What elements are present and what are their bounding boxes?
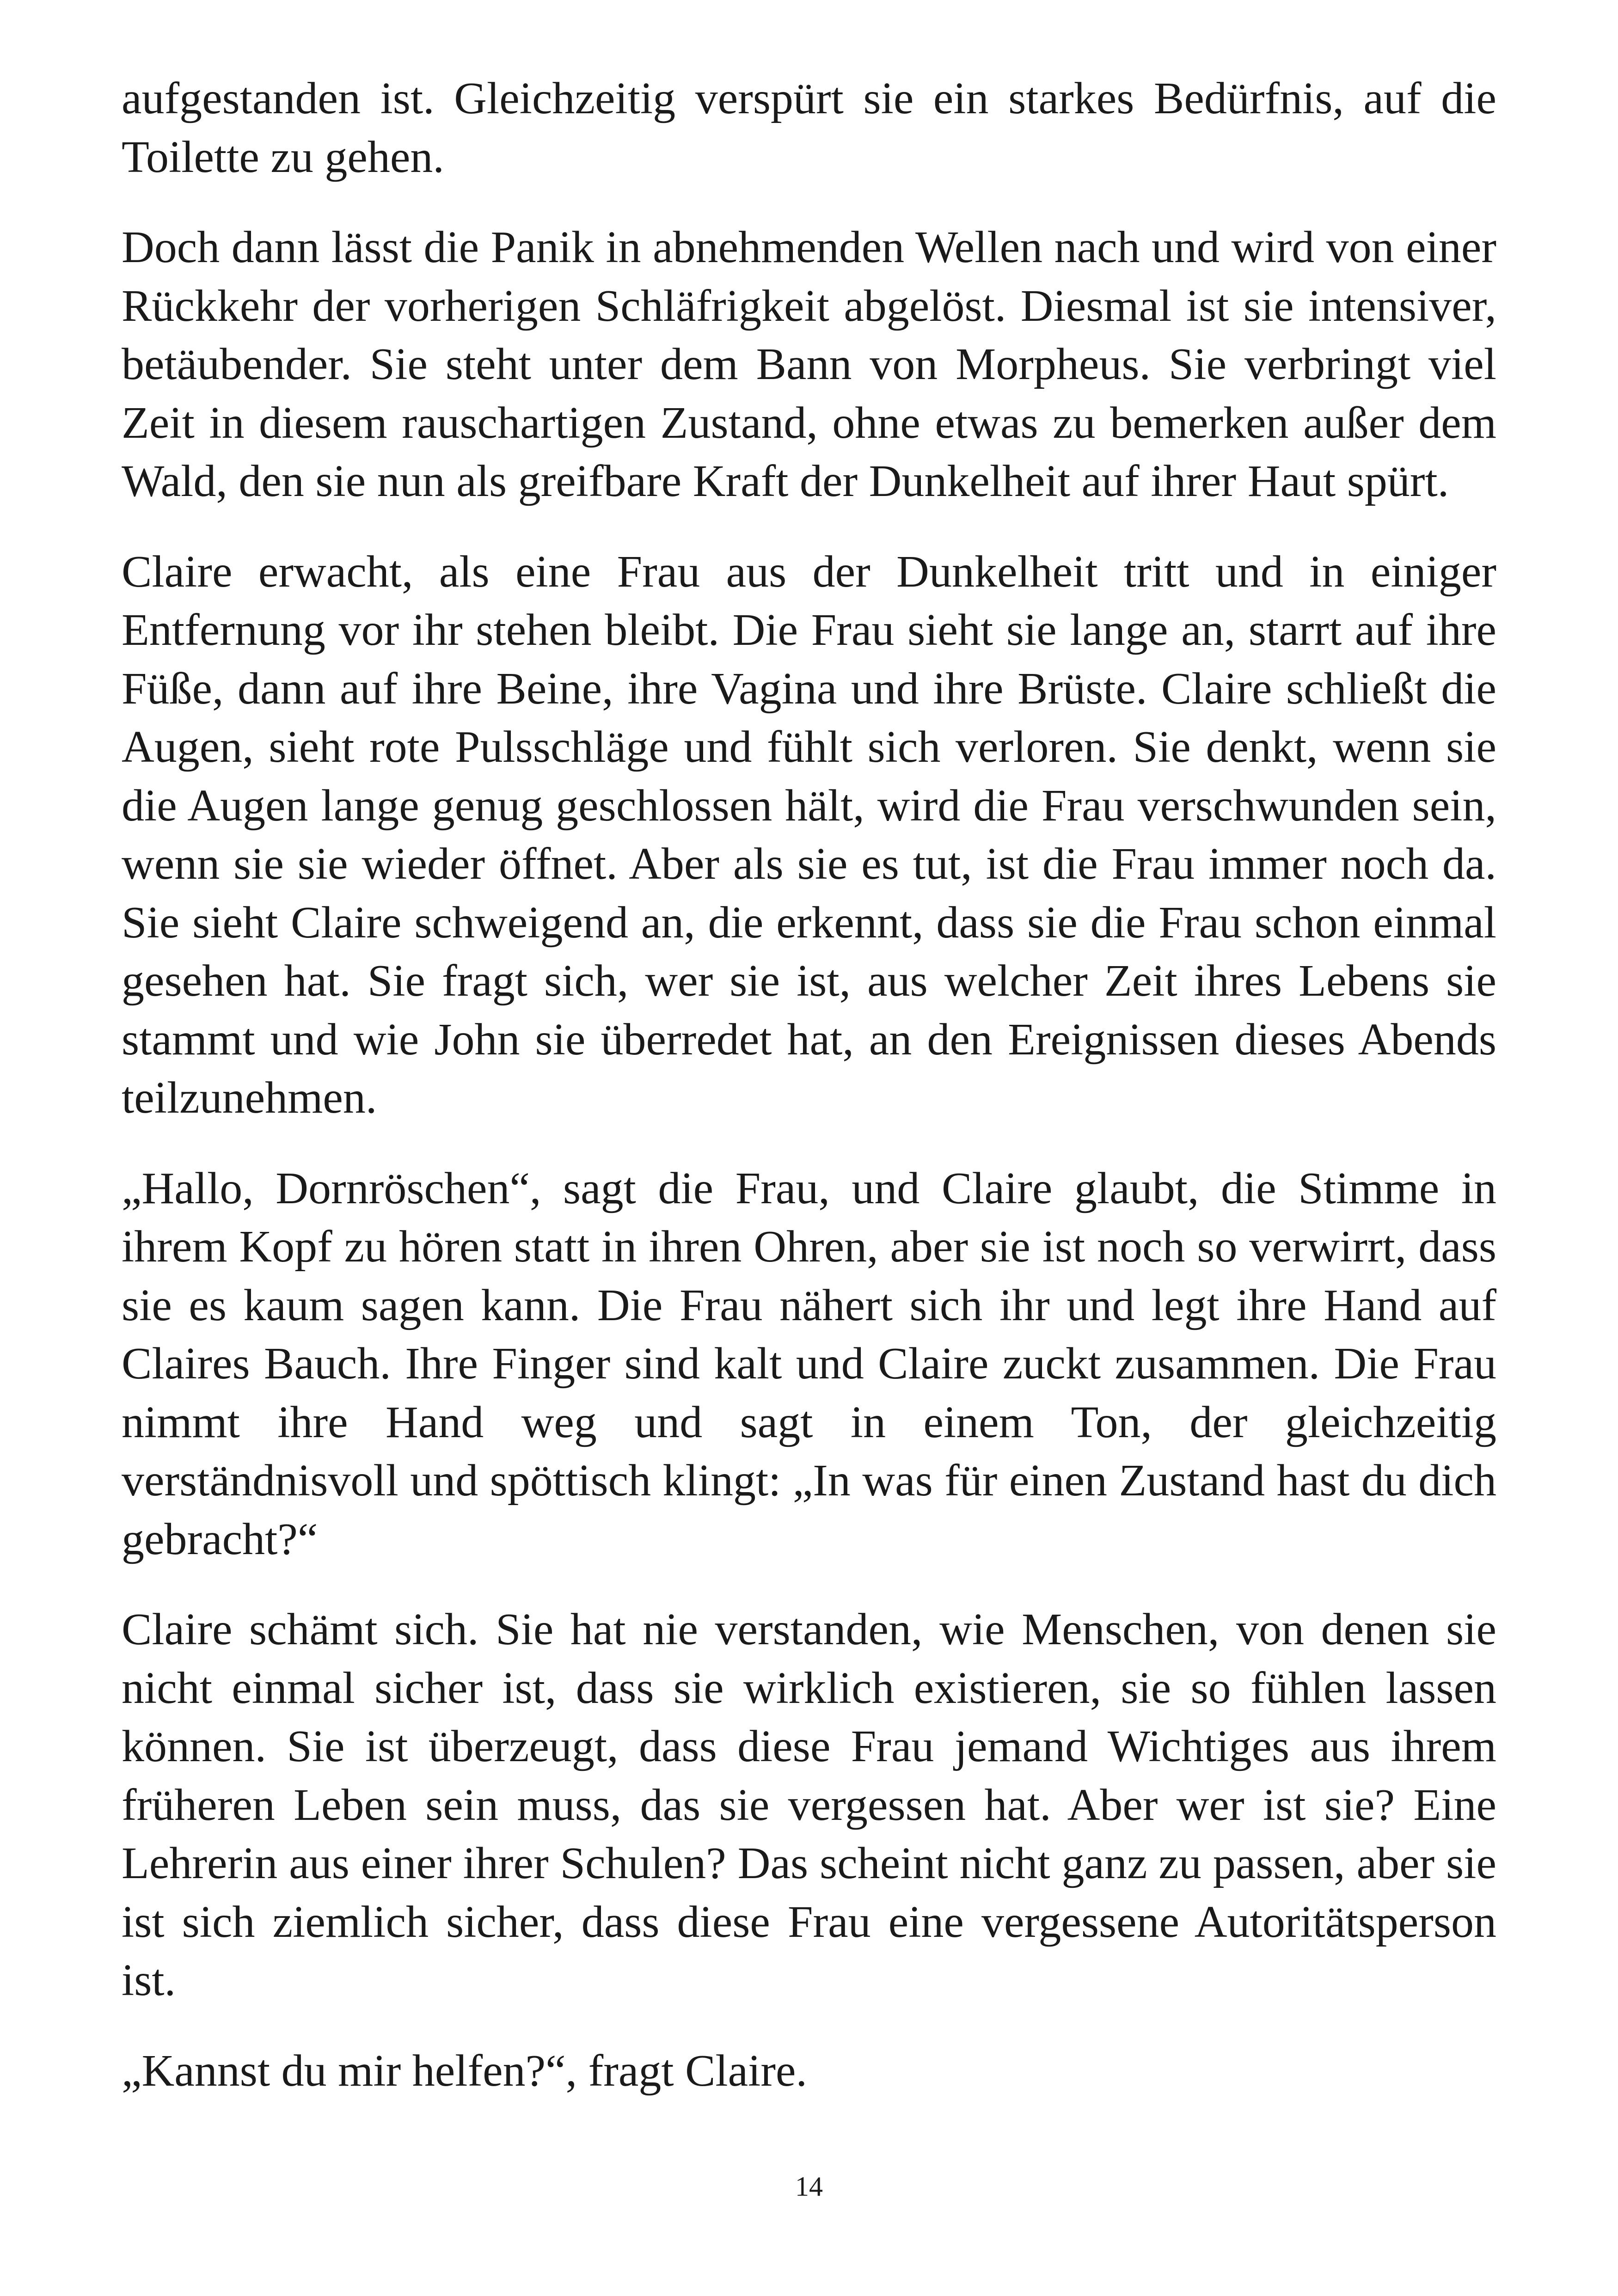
paragraph-5: Claire schämt sich. Sie hat nie verstanden, wie Menschen, von denen sie nicht einmal sicher ist, dass sie wirklich existieren, sie so fühlen lassen können. Sie ist überzeugt, dass diese Frau jemand Wichtiges aus ihrem früheren Leben sein muss, das sie vergessen hat. Aber wer ist sie? Eine Lehrerin aus einer ihrer Schulen? Das scheint nicht ganz zu passen, aber sie ist sich ziemlich sicher, dass diese Frau eine vergessene Autoritätsperson ist. [122,1604,1496,2005]
page-number: 14 [795,2171,823,2202]
body-text [122,69,1496,2100]
paragraph-6: „Kannst du mir helfen?“, fragt Claire. [122,2045,808,2096]
paragraph-3: Claire erwacht, als eine Frau aus der Dunkelheit tritt und in einiger Entfernung vor ihr stehen bleibt. Die Frau sieht sie lange an, starrt auf ihre Füße, dann auf ihre Beine, ihre Vagina und ihre Brüste. Claire schließt die Augen, sieht rote Pulsschläge und fühlt sich verloren. Sie denkt, wenn sie die Augen lange genug geschlossen hält, wird die Frau verschwunden sein, wenn sie sie wieder öffnet. Aber als sie es tut, ist die Frau immer noch da. Sie sieht Claire schweigend an, die erkennt, dass sie die Frau schon einmal gesehen hat. Sie fragt sich, wer sie ist, aus welcher Zeit ihres Lebens sie stammt und wie John sie überredet hat, an den Ereignissen dieses Abends teilzunehmen. [122,546,1496,1123]
paragraph-4: „Hallo, Dornröschen“, sagt die Frau, und Claire glaubt, die Stimme in ihrem Kopf zu hören statt in ihren Ohren, aber sie ist noch so verwirrt, dass sie es kaum sagen kann. Die Frau nähert sich ihr und legt ihre Hand auf Claires Bauch. Ihre Finger sind kalt und Claire zuckt zusammen. Die Frau nimmt ihre Hand weg und sagt in einem Ton, der gleichzeitig verständnisvoll und spöttisch klingt: „In was für einen Zustand hast du dich gebracht?“ [122,1163,1496,1564]
paragraph-2: Doch dann lässt die Panik in abnehmenden Wellen nach und wird von einer Rückkehr der vorherigen Schläfrigkeit abgelöst. Diesmal ist sie intensiver, betäubender. Sie steht unter dem Bann von Morpheus. Sie verbringt viel Zeit in diesem rauschartigen Zustand, ohne etwas zu bemerken außer dem Wald, den sie nun als greifbare Kraft der Dunkelheit auf ihrer Haut spürt. [122,222,1496,506]
paragraph-1: aufgestanden ist. Gleichzeitig verspürt sie ein starkes Bedürfnis, auf die Toilette zu gehen. [122,73,1496,182]
